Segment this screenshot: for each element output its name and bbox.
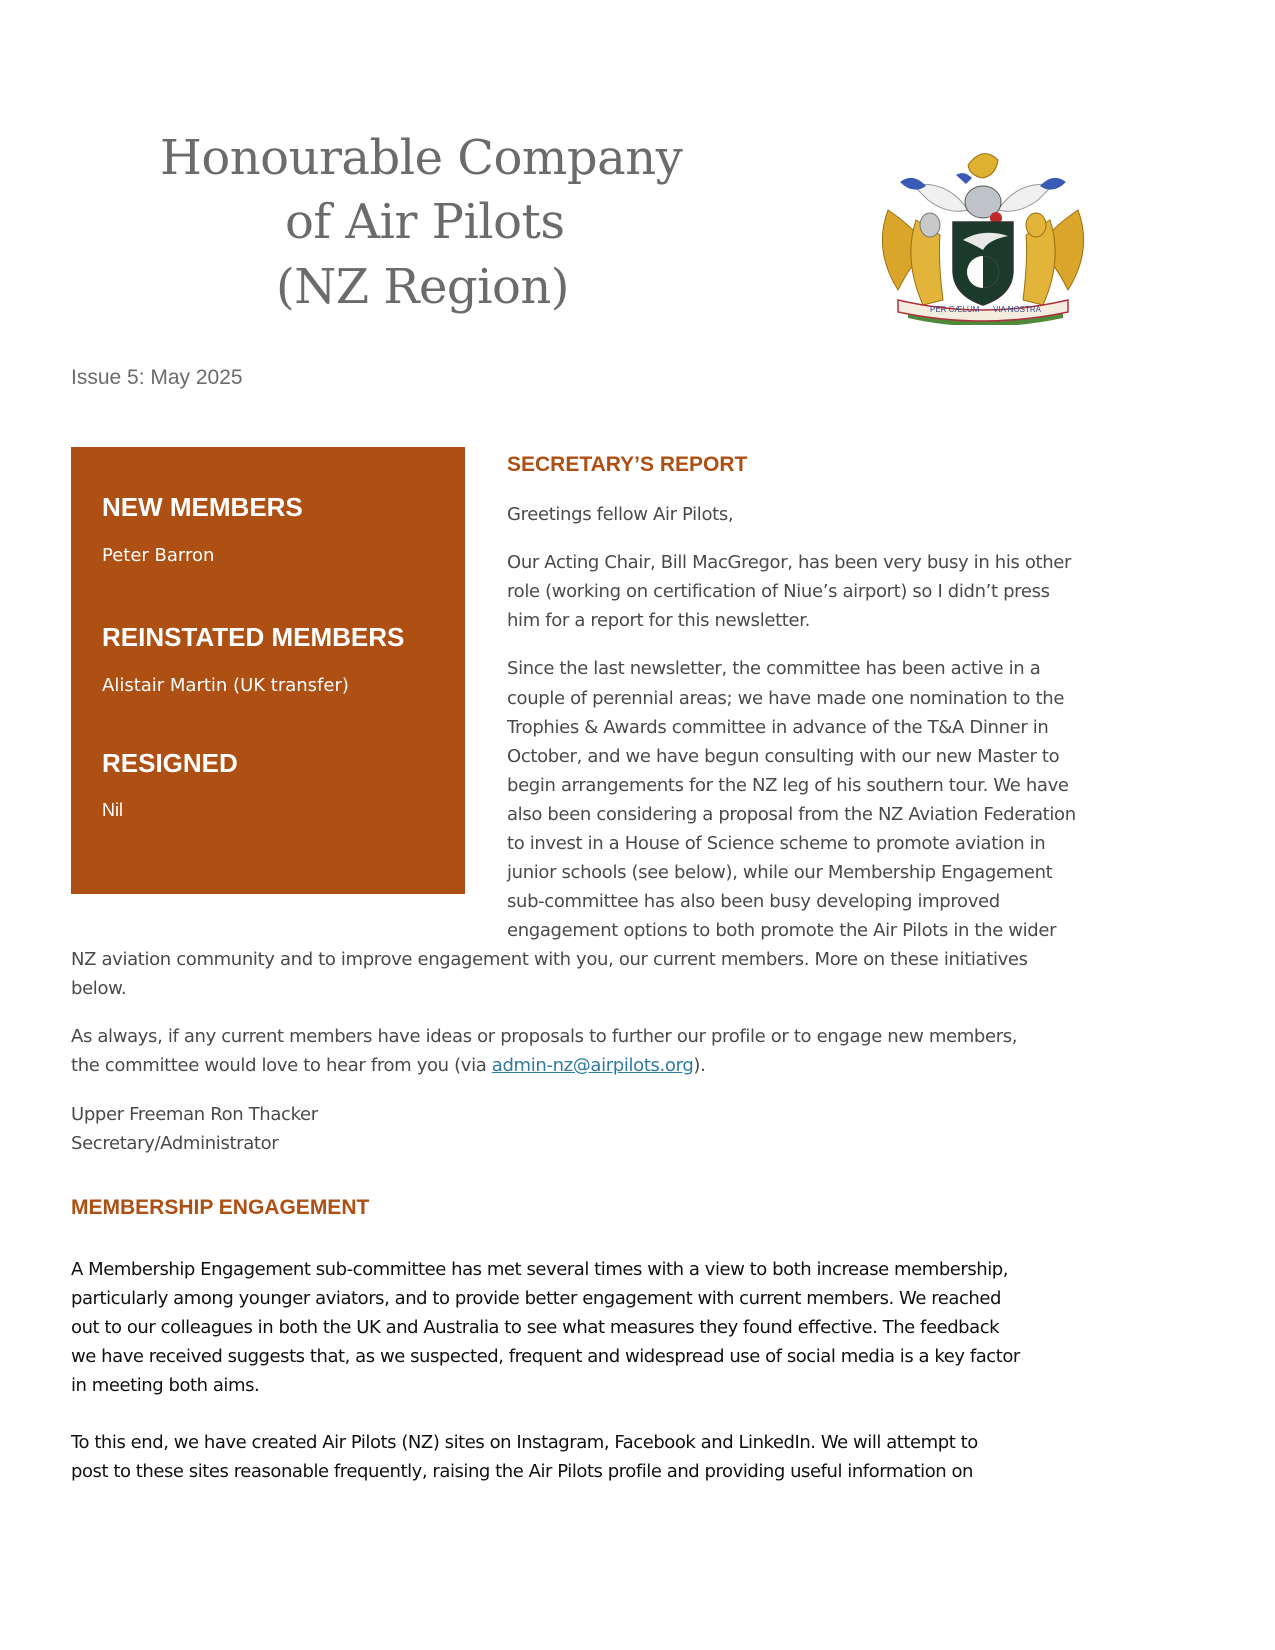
para2-line: sub-committee has also been busy developing improved [507, 891, 1000, 912]
new-members-list: Peter Barron [102, 545, 215, 566]
coat-of-arms-icon [868, 140, 1098, 325]
resigned-heading: RESIGNED [102, 748, 238, 778]
me-para1-line: we have received suggests that, as we suspected, frequent and widespread use of social media is a key factor [71, 1346, 1020, 1367]
para2-line: also been considering a proposal from the NZ Aviation Federation [507, 804, 1076, 825]
para2-line: engagement options to both promote the Air Pilots in the wider [507, 920, 1057, 941]
para3-line: As always, if any current members have ideas or proposals to further our profile or to engage new members, [71, 1026, 1018, 1047]
issue-date: Issue 5: May 2025 [71, 366, 243, 389]
reinstated-members-heading: REINSTATED MEMBERS [102, 622, 405, 652]
me-para1-line: particularly among younger aviators, and to provide better engagement with current members. We reached [71, 1288, 1001, 1309]
me-para1-line: in meeting both aims. [71, 1375, 260, 1396]
para2-line: couple of perennial areas; we have made one nomination to the [507, 688, 1065, 709]
membership-changes-box [71, 447, 465, 894]
signature-name: Upper Freeman Ron Thacker [71, 1104, 318, 1125]
me-para2-line: To this end, we have created Air Pilots (NZ) sites on Instagram, Facebook and LinkedIn. We will attempt to [71, 1432, 978, 1453]
para2-line: Since the last newsletter, the committee has been active in a [507, 658, 1041, 679]
masthead-title-line-1: Honourable Company [160, 130, 683, 186]
resigned-list: Nil [102, 800, 123, 820]
reinstated-members-list: Alistair Martin (UK transfer) [102, 675, 349, 696]
masthead-title-line-3: (NZ Region) [276, 259, 569, 315]
para2-line: to invest in a House of Science scheme to promote aviation in [507, 833, 1046, 854]
motto-left: PER CÆLUM [930, 305, 980, 314]
new-members-heading: NEW MEMBERS [102, 492, 303, 522]
para2-line: Trophies & Awards committee in advance of the T&A Dinner in [507, 717, 1049, 738]
para1-line: him for a report for this newsletter. [507, 610, 810, 631]
secretary-report-heading: SECRETARY’S REPORT [507, 453, 748, 476]
para2-line: below. [71, 978, 127, 999]
para2-line: junior schools (see below), while our Membership Engagement [507, 862, 1053, 883]
para1-line: role (working on certification of Niue’s airport) so I didn’t press [507, 581, 1050, 602]
motto-right: VIA NOSTRA [993, 305, 1042, 314]
greeting: Greetings fellow Air Pilots, [507, 504, 734, 525]
para3-text-before: the committee would love to hear from you (via [71, 1055, 492, 1076]
me-para2-line: post to these sites reasonable frequently, raising the Air Pilots profile and providing useful information on [71, 1461, 974, 1482]
me-para1-line: A Membership Engagement sub-committee has met several times with a view to both increase membership, [71, 1259, 1009, 1280]
signature-title: Secretary/Administrator [71, 1133, 279, 1154]
para2-line: October, and we have begun consulting with our new Master to [507, 746, 1060, 767]
admin-email-link[interactable]: admin-nz@airpilots.org [491, 1055, 694, 1076]
me-para1-line: out to our colleagues in both the UK and Australia to see what measures they found effective. The feedback [71, 1317, 1000, 1338]
para1-line: Our Acting Chair, Bill MacGregor, has been very busy in his other [507, 552, 1072, 573]
membership-engagement-heading: MEMBERSHIP ENGAGEMENT [71, 1196, 370, 1219]
para3-text-after: ). [693, 1055, 706, 1076]
para2-line: NZ aviation community and to improve engagement with you, our current members. More on these initiatives [71, 949, 1028, 970]
para3-line [71, 1055, 705, 1076]
para2-line: begin arrangements for the NZ leg of his southern tour. We have [507, 775, 1069, 796]
masthead-title-line-2: of Air Pilots [285, 194, 565, 250]
